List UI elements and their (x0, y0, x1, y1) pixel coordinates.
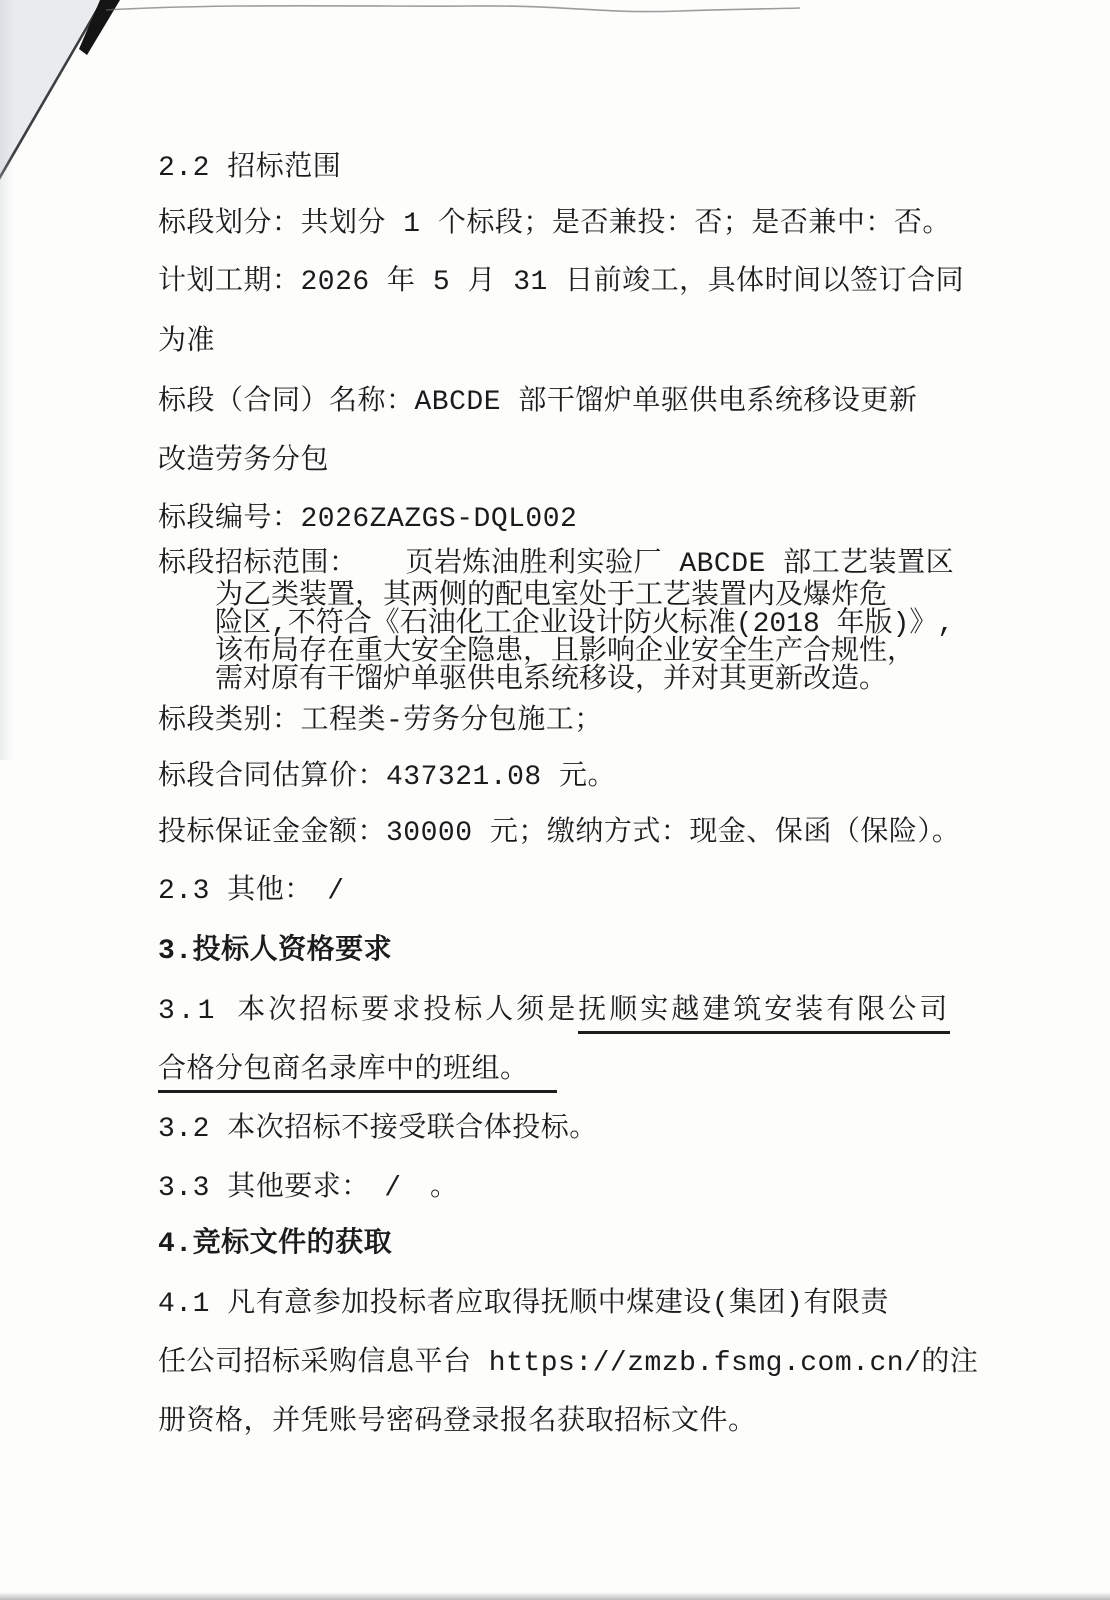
lot-number-line: 标段编号：2026ZAZGS-DQL002 (158, 504, 578, 535)
bid-bond-line: 投标保证金金额：30000 元；缴纳方式：现金、保函（保险）。 (158, 818, 961, 849)
requirement-3-1-prefix: 3.1 本次招标要求投标人须是 (158, 996, 579, 1027)
planned-schedule-line-1: 计划工期：2026 年 5 月 31 日前竣工，具体时间以签订合同 (158, 267, 965, 298)
section-2-2-heading: 2.2 招标范围 (158, 153, 342, 184)
requirement-3-1-continuation-underlined: 合格分包商名录库中的班组。 (158, 1055, 557, 1093)
scope-paragraph-line-1 (158, 549, 954, 581)
lot-contract-name-line-2: 改造劳务分包 (158, 446, 330, 477)
requirement-3-1-continuation (158, 1055, 557, 1087)
lot-division-line: 标段划分：共划分 1 个标段；是否兼投：否；是否兼中：否。 (158, 209, 951, 240)
left-edge-scan-tint (0, 0, 14, 760)
planned-schedule-line-2: 为准 (158, 327, 216, 358)
section-2-3-other-line: 2.3 其他： / (158, 876, 345, 907)
scope-paragraph-line-2: 为乙类装置，其两侧的配电室处于工艺装置内及爆炸危 (215, 581, 888, 612)
clause-4-1-line-1: 4.1 凡有意参加投标者应取得抚顺中煤建设(集团)有限责 (158, 1289, 889, 1320)
scope-paragraph-line-5: 需对原有干馏炉单驱供电系统移设，并对其更新改造。 (215, 665, 888, 696)
requirement-3-2-line: 3.2 本次招标不接受联合体投标。 (158, 1114, 598, 1145)
clause-4-1-line-2: 任公司招标采购信息平台 https://zmzb.fsmg.com.cn/的注 (158, 1348, 979, 1379)
crease-line (106, 6, 800, 12)
lot-category-line: 标段类别：工程类-劳务分包施工； (158, 706, 603, 737)
scope-paragraph-line-3: 险区,不符合《石油化工企业设计防火标准(2018 年版)》, (215, 609, 955, 640)
lot-contract-name-line-1: 标段（合同）名称：ABCDE 部干馏炉单驱供电系统移设更新 (158, 387, 918, 418)
clause-4-1-line-3: 册资格，并凭账号密码登录报名获取招标文件。 (158, 1407, 757, 1438)
lot-estimate-line: 标段合同估算价：437321.08 元。 (158, 762, 617, 793)
requirement-3-3-line: 3.3 其他要求： / 。 (158, 1173, 459, 1204)
requirement-3-1-company-underlined: 抚顺实越建筑安装有限公司 (578, 996, 950, 1034)
scope-text-1: 页岩炼油胜利实验厂 ABCDE 部工艺装置区 (405, 549, 955, 580)
top-crease-artifact (0, 0, 900, 30)
section-4-heading: 4.竞标文件的获取 (158, 1229, 393, 1260)
section-3-heading: 3.投标人资格要求 (158, 936, 393, 967)
scope-label: 标段招标范围： (158, 549, 358, 580)
requirement-3-1-line (158, 996, 950, 1028)
bottom-edge-scan-shadow (0, 1592, 1110, 1600)
scope-paragraph-line-4: 该布局存在重大安全隐患，且影响企业安全生产合规性， (215, 637, 916, 668)
